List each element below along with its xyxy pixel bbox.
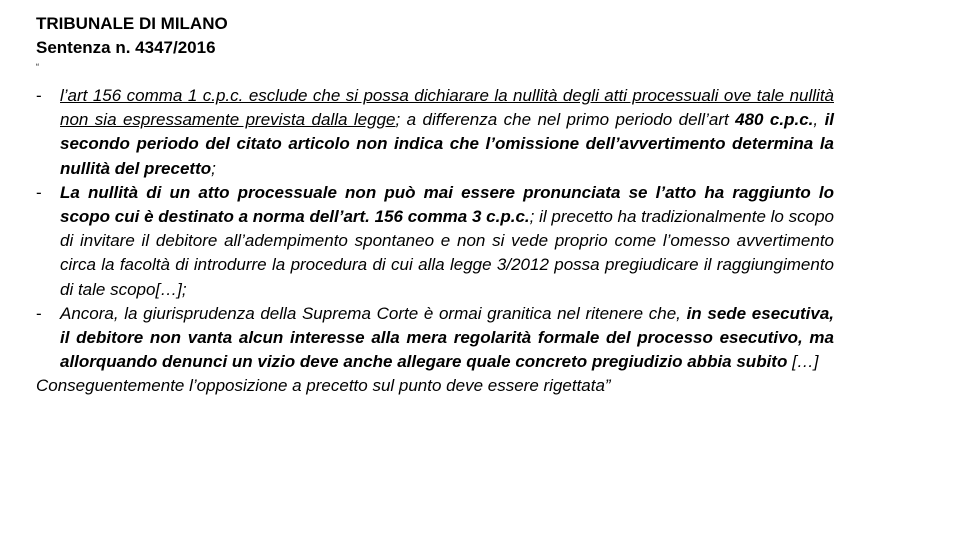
bullet-dash: -: [36, 86, 42, 105]
bullet-text-segment: 480 c.p.c.: [735, 110, 814, 130]
quoted-text: [36, 84, 834, 399]
bullet-text-segment: in sede esecutiva, il debitore non vanta alcun interesse alla mera regolarità formale del processo esecutivo, ma allorquando denunci un vizio deve anche allegare quale concreto pregiudizio abbia subito: [60, 303, 835, 372]
header: [36, 12, 228, 72]
closing-sentence: Conseguentemente l’opposizione a precetto sul punto deve essere rigettata”: [36, 376, 611, 396]
court-title: TRIBUNALE DI MILANO: [36, 14, 228, 33]
bullet-text-segment: ; il precetto ha tradizionalmente lo scopo di invitare il debitore all’adempimento spontaneo e non si vede proprio come l’omesso avvertimento circa la facoltà di introdurre la procedura di cui alla legge 3/2012 possa pregiudicare il raggiungimento di tale scopo[…];: [60, 207, 834, 299]
bullet-text-segment: Ancora, la giurisprudenza della Suprema Corte è ormai granitica nel ritenere che,: [60, 303, 687, 323]
opening-quote-mark: “: [36, 62, 39, 72]
sentence-number: Sentenza n. 4347/2016: [36, 38, 216, 57]
bullet-text-segment: […]: [787, 352, 819, 372]
bullet-dash: -: [36, 182, 42, 202]
bullet-dash: -: [36, 303, 42, 323]
bullet-item: [36, 84, 834, 181]
bullet-text-segment: La nullità di un atto processuale non può mai essere pronunciata se l’atto ha raggiunto lo scopo cui è destinato a norma dell’art. 156 comma 3 c.p.c.: [60, 182, 834, 227]
bullet-item: [36, 181, 834, 302]
bullet-text-segment: ; a differenza che nel primo periodo dell’art: [395, 110, 736, 130]
bullet-text-segment: ;: [211, 158, 216, 178]
bullet-text-segment: ,: [813, 110, 825, 130]
bullet-text-segment: il secondo periodo del citato articolo non indica che l’omissione dell’avvertimento determina la nullità del precetto: [60, 110, 835, 178]
bullet-item: [36, 302, 834, 375]
bullet-text-segment: l’art 156 comma 1 c.p.c. esclude che si possa dichiarare la nullità degli atti processuali ove tale nullità non sia espressamente prevista dalla legge: [60, 86, 834, 130]
